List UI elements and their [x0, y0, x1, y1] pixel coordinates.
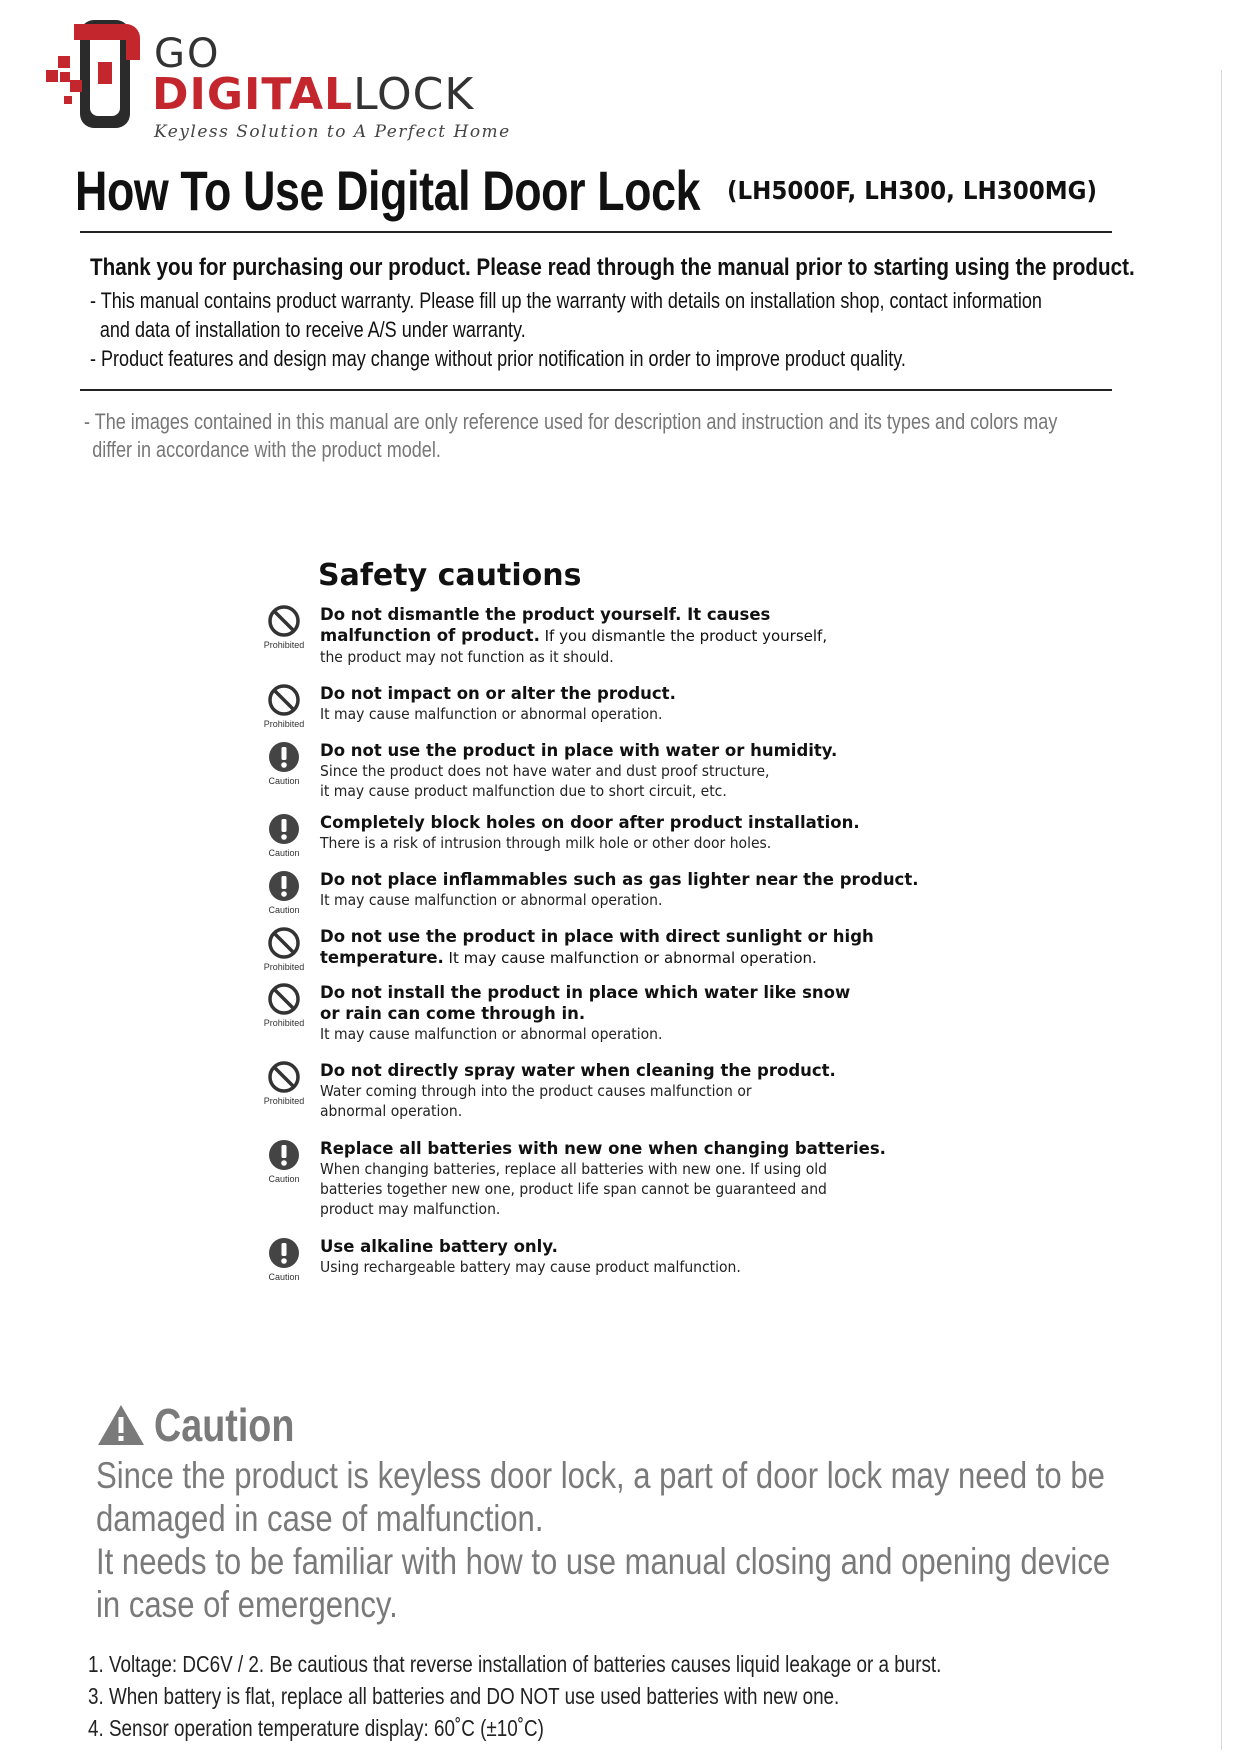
safety-body-line: When changing batteries, replace all batteries with new one. If using old — [320, 1160, 828, 1178]
safety-body-line: Using rechargeable battery may cause product malfunction. — [320, 1258, 741, 1276]
safety-body-line: batteries together new one, product life span cannot be guaranteed and — [320, 1180, 827, 1198]
caution-icon — [258, 1138, 310, 1172]
caution-title: Caution — [154, 1399, 295, 1451]
safety-icon-wrap — [258, 683, 310, 729]
note-item: 4. Sensor operation temperature display: 60˚C (±10˚C) — [88, 1715, 544, 1741]
safety-icon-wrap — [258, 740, 310, 786]
safety-icon-wrap — [258, 812, 310, 858]
safety-text — [320, 740, 940, 801]
safety-body-line: abnormal operation. — [320, 1102, 463, 1120]
safety-text — [320, 926, 940, 969]
safety-text — [320, 1236, 940, 1277]
title-models: (LH5000F, LH300, LH300MG) — [727, 176, 1098, 205]
safety-heading — [320, 625, 940, 647]
safety-type-label: Prohibited — [263, 719, 305, 729]
safety-type-label: Caution — [268, 848, 300, 858]
prohibited-icon — [258, 926, 310, 960]
safety-icon-wrap — [258, 604, 310, 650]
safety-icon-wrap — [258, 1138, 310, 1184]
safety-heading: Do not impact on or alter the product. — [320, 684, 676, 703]
logo-digital-text: DIGITAL — [152, 69, 354, 120]
note-item: 1. Voltage: DC6V / 2. Be cautious that reverse installation of batteries causes liquid leakage or a burst. — [88, 1651, 942, 1677]
safety-text — [320, 683, 940, 724]
prohibited-icon — [258, 604, 310, 638]
note-line: differ in accordance with the product model. — [92, 437, 441, 462]
caution-icon — [258, 869, 310, 903]
safety-heading: Do not install the product in place which water like snow — [320, 983, 851, 1002]
safety-heading: Do not directly spray water when cleaning the product. — [320, 1061, 836, 1080]
intro-section — [90, 254, 1135, 373]
safety-body-line: It may cause malfunction or abnormal operation. — [320, 705, 663, 723]
safety-heading: Do not place inflammables such as gas lighter near the product. — [320, 870, 919, 889]
image-note — [84, 408, 1124, 464]
caution-icon — [258, 812, 310, 846]
safety-text — [320, 982, 940, 1044]
caution-line: in case of emergency. — [96, 1584, 398, 1625]
safety-type-label: Caution — [268, 1174, 300, 1184]
safety-body-line: product may malfunction. — [320, 1200, 501, 1218]
safety-text — [320, 1138, 940, 1219]
caution-icon — [258, 1236, 310, 1270]
note-line: - The images contained in this manual are only reference used for description and instruction and its types and colors may — [84, 409, 1058, 434]
logo-lock-text: LOCK — [353, 69, 475, 120]
prohibited-icon — [258, 683, 310, 717]
safety-body-line: It may cause malfunction or abnormal operation. — [320, 1025, 663, 1043]
prohibited-icon — [258, 982, 310, 1016]
safety-body-inline: If you dismantle the product yourself, — [539, 627, 828, 645]
safety-heading: Replace all batteries with new one when changing batteries. — [320, 1139, 886, 1158]
logo-go-text: GO — [154, 31, 221, 77]
intro-line: - This manual contains product warranty. Please fill up the warranty with details on installation shop, contact information — [90, 288, 1042, 313]
safety-type-label: Caution — [268, 776, 300, 786]
scan-edge-line — [1221, 70, 1222, 1750]
logo-wordmark — [152, 69, 475, 120]
safety-body-line: the product may not function as it should. — [320, 648, 614, 666]
prohibited-icon — [258, 1060, 310, 1094]
safety-icon-wrap — [258, 869, 310, 915]
safety-text — [320, 1060, 940, 1121]
intro-line: - Product features and design may change without prior notification in order to improve product quality. — [90, 346, 906, 371]
safety-body-line: Since the product does not have water and dust proof structure, — [320, 762, 770, 780]
title-main: How To Use Digital Door Lock — [75, 159, 701, 222]
safety-type-label: Prohibited — [263, 1096, 305, 1106]
intro-lead: Thank you for purchasing our product. Please read through the manual prior to starting using the product. — [90, 254, 1135, 281]
safety-heading — [320, 947, 940, 969]
caution-icon — [258, 740, 310, 774]
safety-type-label: Caution — [268, 905, 300, 915]
caution-line: Since the product is keyless door lock, a part of door lock may need to be — [96, 1455, 1105, 1496]
safety-heading: Do not use the product in place with water or humidity. — [320, 741, 838, 760]
safety-text — [320, 869, 940, 910]
safety-heading — [320, 1003, 940, 1024]
safety-type-label: Prohibited — [263, 962, 305, 972]
page-title — [75, 158, 1135, 223]
safety-body-line: There is a risk of intrusion through milk hole or other door holes. — [320, 834, 772, 852]
safety-heading-part: malfunction of product. — [320, 626, 540, 645]
divider-top — [80, 231, 1112, 233]
caution-body — [96, 1454, 1136, 1626]
logo-tagline: Keyless Solution to A Perfect Home — [154, 122, 511, 142]
caution-line: damaged in case of malfunction. — [96, 1498, 544, 1539]
safety-body-inline: It may cause malfunction or abnormal operation. — [443, 949, 817, 967]
warning-triangle-icon — [96, 1403, 146, 1447]
safety-icon-wrap — [258, 1236, 310, 1282]
safety-text — [320, 604, 940, 667]
divider-middle — [80, 389, 1112, 391]
safety-type-label: Prohibited — [263, 640, 305, 650]
safety-heading-part: or rain can come through in. — [320, 1004, 586, 1023]
caution-heading — [96, 1398, 325, 1452]
safety-icon-wrap — [258, 982, 310, 1028]
safety-text — [320, 812, 940, 853]
brand-logo — [44, 14, 544, 142]
safety-type-label: Prohibited — [263, 1018, 305, 1028]
safety-type-label: Caution — [268, 1272, 300, 1282]
caution-line: It needs to be familiar with how to use manual closing and opening device — [96, 1541, 1111, 1582]
safety-title: Safety cautions — [318, 558, 582, 593]
safety-heading: Use alkaline battery only. — [320, 1237, 558, 1256]
lock-logo-icon — [44, 14, 144, 134]
safety-heading: Do not use the product in place with direct sunlight or high — [320, 927, 874, 946]
safety-body-line: It may cause malfunction or abnormal operation. — [320, 891, 663, 909]
safety-heading: Completely block holes on door after product installation. — [320, 813, 860, 832]
safety-heading: Do not dismantle the product yourself. It causes — [320, 605, 771, 624]
safety-heading-part: temperature. — [320, 948, 444, 967]
intro-line: and data of installation to receive A/S under warranty. — [99, 317, 526, 342]
safety-body-line: Water coming through into the product causes malfunction or — [320, 1082, 752, 1100]
note-item: 3. When battery is flat, replace all batteries and DO NOT use used batteries with new one. — [88, 1683, 840, 1709]
spec-notes — [88, 1648, 1128, 1744]
safety-icon-wrap — [258, 926, 310, 972]
safety-body-line: it may cause product malfunction due to short circuit, etc. — [320, 782, 727, 800]
safety-icon-wrap — [258, 1060, 310, 1106]
